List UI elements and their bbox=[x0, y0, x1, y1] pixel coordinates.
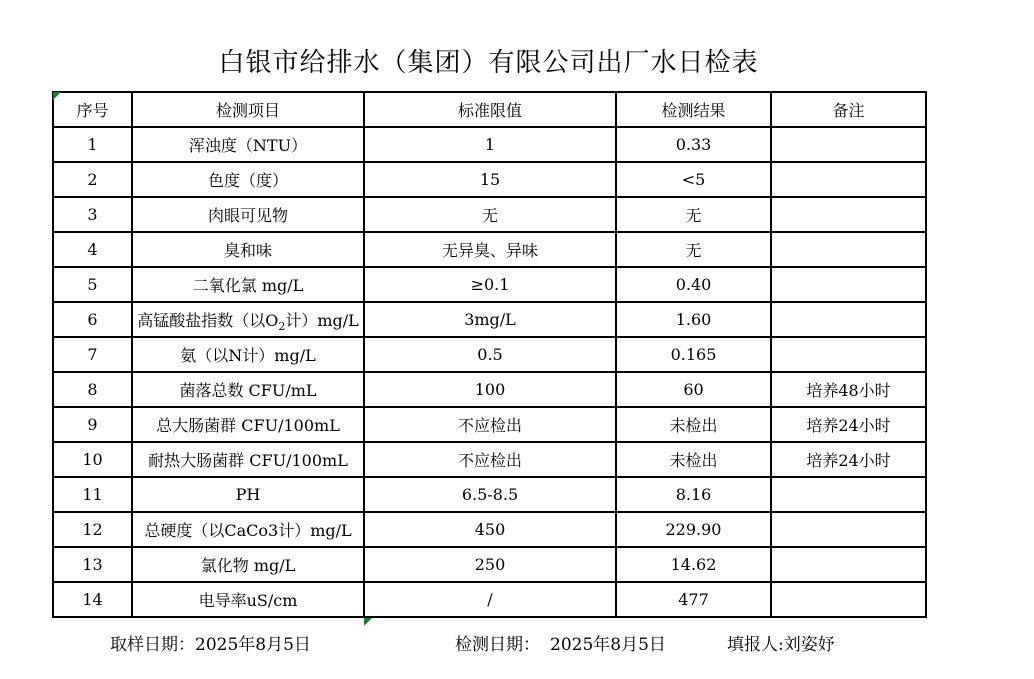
table-row bbox=[53, 127, 926, 162]
cell-limit: 无异臭、异味 bbox=[364, 232, 616, 267]
cell-no: 8 bbox=[53, 372, 132, 407]
sampling-date-value: 2025年8月5日 bbox=[195, 635, 311, 655]
item-subscript: 2 bbox=[278, 320, 286, 334]
cell-corner-marker-icon bbox=[364, 618, 372, 626]
inspection-table bbox=[52, 91, 927, 618]
table-row bbox=[53, 162, 926, 197]
cell-note bbox=[771, 197, 926, 232]
cell-limit: 不应检出 bbox=[364, 407, 616, 442]
cell-item bbox=[132, 302, 364, 337]
cell-limit: 6.5-8.5 bbox=[364, 477, 616, 512]
cell-item: 臭和味 bbox=[132, 232, 364, 267]
cell-note bbox=[771, 162, 926, 197]
cell-result: 无 bbox=[616, 197, 771, 232]
table-row bbox=[53, 197, 926, 232]
table-row bbox=[53, 267, 926, 302]
cell-item: 总硬度（以CaCo3计）mg/L bbox=[132, 512, 364, 547]
cell-limit: 250 bbox=[364, 547, 616, 582]
cell-no: 3 bbox=[53, 197, 132, 232]
cell-result: <5 bbox=[616, 162, 771, 197]
cell-limit: 不应检出 bbox=[364, 442, 616, 477]
cell-note bbox=[771, 232, 926, 267]
cell-no: 6 bbox=[53, 302, 132, 337]
cell-result: 229.90 bbox=[616, 512, 771, 547]
column-header-limit: 标准限值 bbox=[364, 92, 616, 127]
cell-no: 11 bbox=[53, 477, 132, 512]
cell-result: 8.16 bbox=[616, 477, 771, 512]
cell-limit: 1 bbox=[364, 127, 616, 162]
cell-item: PH bbox=[132, 477, 364, 512]
cell-result: 0.33 bbox=[616, 127, 771, 162]
cell-note bbox=[771, 477, 926, 512]
table-row bbox=[53, 407, 926, 442]
cell-item: 浑浊度（NTU） bbox=[132, 127, 364, 162]
cell-item: 氨（以N计）mg/L bbox=[132, 337, 364, 372]
column-header-item: 检测项目 bbox=[132, 92, 364, 127]
cell-result: 未检出 bbox=[616, 407, 771, 442]
footer bbox=[0, 630, 1034, 654]
cell-limit: 3mg/L bbox=[364, 302, 616, 337]
cell-result: 477 bbox=[616, 582, 771, 617]
cell-no: 2 bbox=[53, 162, 132, 197]
cell-no: 10 bbox=[53, 442, 132, 477]
cell-note: 培养48小时 bbox=[771, 372, 926, 407]
cell-result: 60 bbox=[616, 372, 771, 407]
cell-note bbox=[771, 302, 926, 337]
cell-note bbox=[771, 127, 926, 162]
cell-result: 0.40 bbox=[616, 267, 771, 302]
cell-limit: 0.5 bbox=[364, 337, 616, 372]
test-date-label: 检测日期： bbox=[455, 635, 540, 655]
page-title: 白银市给排水（集团）有限公司出厂水日检表 bbox=[218, 48, 759, 78]
cell-item: 总大肠菌群 CFU/100mL bbox=[132, 407, 364, 442]
cell-limit: 15 bbox=[364, 162, 616, 197]
cell-item: 氯化物 mg/L bbox=[132, 547, 364, 582]
cell-note bbox=[771, 547, 926, 582]
cell-item: 色度（度） bbox=[132, 162, 364, 197]
cell-no: 13 bbox=[53, 547, 132, 582]
reporter-label: 填报人: bbox=[727, 635, 784, 655]
cell-note: 培养24小时 bbox=[771, 442, 926, 477]
sampling-date bbox=[110, 630, 311, 655]
table-row bbox=[53, 372, 926, 407]
table-row bbox=[53, 232, 926, 267]
table-row bbox=[53, 547, 926, 582]
cell-result: 未检出 bbox=[616, 442, 771, 477]
cell-result: 1.60 bbox=[616, 302, 771, 337]
table-row bbox=[53, 582, 926, 617]
table-row bbox=[53, 337, 926, 372]
cell-no: 12 bbox=[53, 512, 132, 547]
cell-limit: / bbox=[364, 582, 616, 617]
test-date bbox=[455, 630, 666, 655]
cell-no: 7 bbox=[53, 337, 132, 372]
table-header-row bbox=[53, 92, 926, 127]
cell-result: 0.165 bbox=[616, 337, 771, 372]
reporter-name: 刘姿妤 bbox=[783, 635, 835, 655]
cell-corner-marker-icon bbox=[53, 92, 61, 100]
cell-limit: 100 bbox=[364, 372, 616, 407]
table-row bbox=[53, 477, 926, 512]
cell-note bbox=[771, 582, 926, 617]
test-date-value: 2025年8月5日 bbox=[550, 635, 666, 655]
reporter bbox=[727, 630, 835, 655]
cell-item: 二氧化氯 mg/L bbox=[132, 267, 364, 302]
sampling-date-label: 取样日期： bbox=[110, 635, 195, 655]
cell-item: 电导率uS/cm bbox=[132, 582, 364, 617]
item-text: 高锰酸盐指数（以O bbox=[137, 311, 279, 330]
cell-note: 培养24小时 bbox=[771, 407, 926, 442]
table-row bbox=[53, 302, 926, 337]
table-row bbox=[53, 442, 926, 477]
cell-limit: 无 bbox=[364, 197, 616, 232]
cell-result: 14.62 bbox=[616, 547, 771, 582]
cell-note bbox=[771, 337, 926, 372]
cell-no: 5 bbox=[53, 267, 132, 302]
cell-note bbox=[771, 512, 926, 547]
cell-limit: ≥0.1 bbox=[364, 267, 616, 302]
table-row bbox=[53, 512, 926, 547]
cell-item: 耐热大肠菌群 CFU/100mL bbox=[132, 442, 364, 477]
item-text: 计）mg/L bbox=[285, 311, 359, 330]
cell-no: 14 bbox=[53, 582, 132, 617]
cell-limit: 450 bbox=[364, 512, 616, 547]
column-header-note: 备注 bbox=[771, 92, 926, 127]
cell-item: 菌落总数 CFU/mL bbox=[132, 372, 364, 407]
cell-no: 1 bbox=[53, 127, 132, 162]
column-header-result: 检测结果 bbox=[616, 92, 771, 127]
cell-no: 9 bbox=[53, 407, 132, 442]
cell-item: 肉眼可见物 bbox=[132, 197, 364, 232]
cell-no: 4 bbox=[53, 232, 132, 267]
cell-result: 无 bbox=[616, 232, 771, 267]
column-header-no: 序号 bbox=[53, 92, 132, 127]
cell-note bbox=[771, 267, 926, 302]
